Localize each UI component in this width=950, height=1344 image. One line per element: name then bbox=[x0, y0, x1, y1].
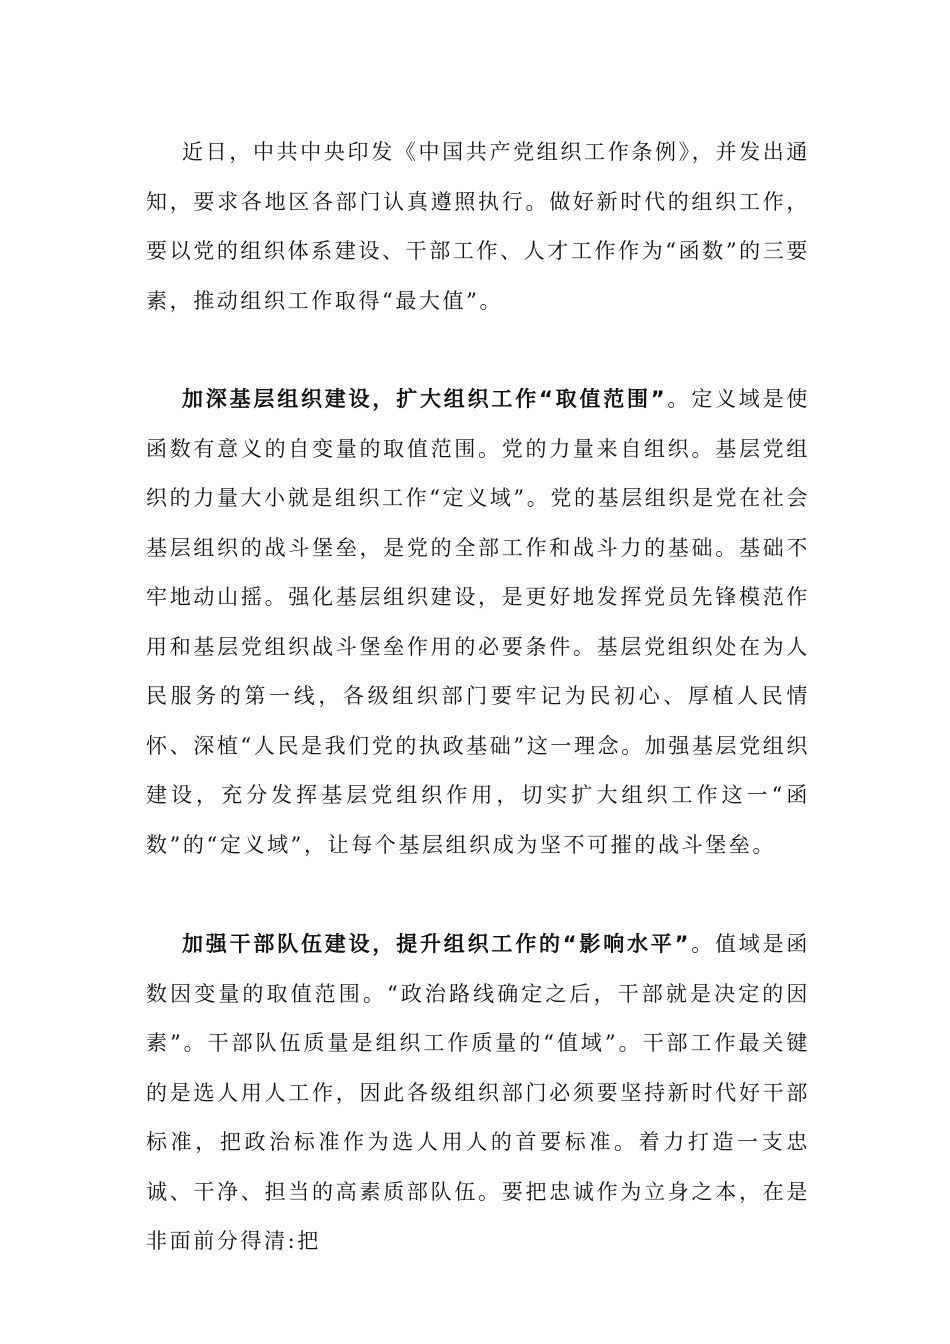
paragraph-lead: 加深基层组织建设，扩大组织工作“取值范围” bbox=[182, 387, 668, 411]
intro-paragraph bbox=[146, 128, 810, 326]
paragraph-text: 。定义域是使函数有意义的自变量的取值范围。党的力量来自组织。基层党组织的力量大小就是组织工作“定义域”。党的基层组织是党在社会基层组织的战斗堡垒，是党的全部工作和战斗力的基础。基础不牢地动山摇。强化基层组织建设，是更好地发挥党员先锋模范作用和基层党组织战斗堡垒作用的必要条件。基层党组织处在为人民服务的第一线，各级组织部门要牢记为民初心、厚植人民情怀、深植“人民是我们党的执政基础”这一理念。加强基层党组织建设，充分发挥基层党组织作用，切实扩大组织工作这一“函数”的“定义域”，让每个基层组织成为坚不可摧的战斗堡垒。 bbox=[146, 387, 810, 857]
grassroots-paragraph bbox=[146, 375, 810, 870]
paragraph-text: 近日，中共中央印发《中国共产党组织工作条例》，并发出通知，要求各地区各部门认真遵照执行。做好新时代的组织工作，要以党的组织体系建设、干部工作、人才工作作为“函数”的三要素，推动组织工作取得“最大值”。 bbox=[146, 140, 810, 313]
cadre-paragraph bbox=[146, 920, 810, 1267]
paragraph-lead: 加强干部队伍建设，提升组织工作的“影响水平” bbox=[182, 932, 691, 956]
paragraph-text: 。值域是函数因变量的取值范围。“政治路线确定之后，干部就是决定的因素”。干部队伍质量是组织工作质量的“值域”。干部工作最关键的是选人用人工作，因此各级组织部门必须要坚持新时代好干部标准，把政治标准作为选人用人的首要标准。着力打造一支忠诚、干净、担当的高素质部队伍。要把忠诚作为立身之本，在是非面前分得清:把 bbox=[146, 932, 810, 1253]
